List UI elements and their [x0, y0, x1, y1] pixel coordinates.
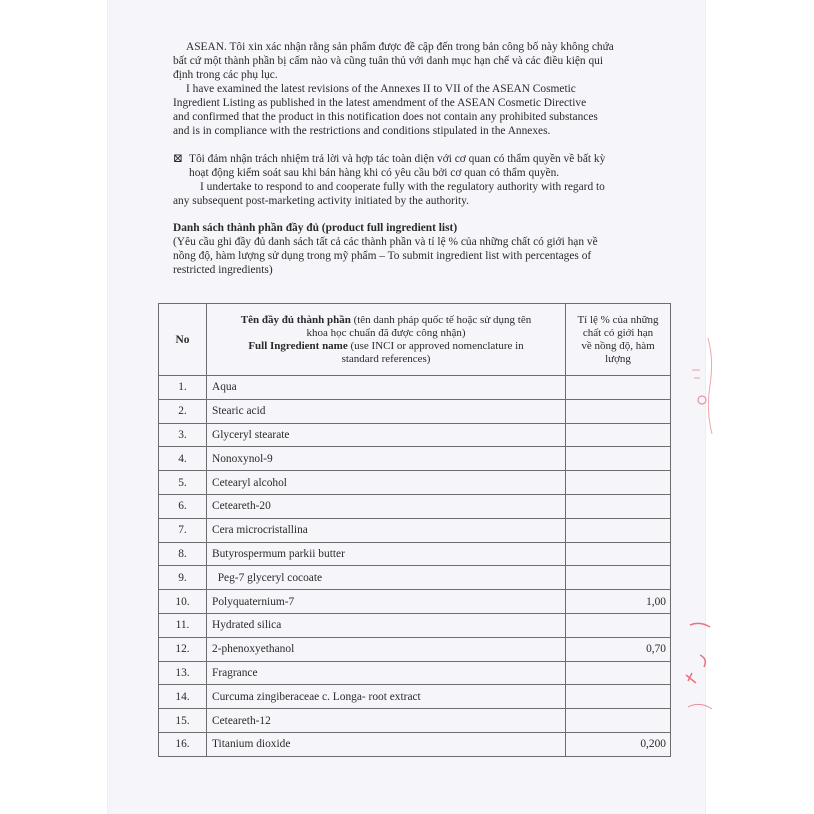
table-row	[159, 732, 671, 756]
row-ingredient-name: Polyquaternium-7	[207, 590, 566, 614]
row-ingredient-name: Aqua	[207, 376, 566, 400]
table-header-row	[159, 304, 671, 376]
para2-en-line-2: any subsequent post-marketing activity initiated by the authority.	[173, 195, 469, 207]
table-row	[159, 494, 671, 518]
table-row	[159, 590, 671, 614]
row-no: 15.	[159, 709, 207, 733]
row-no: 16.	[159, 732, 207, 756]
checkbox-checked-icon: ⊠	[173, 151, 184, 165]
row-no: 6.	[159, 494, 207, 518]
row-percentage: 0,200	[566, 732, 671, 756]
row-ingredient-name: Ceteareth-12	[207, 709, 566, 733]
ingredient-table	[158, 303, 671, 757]
para2-vi-line-1: Tôi đảm nhận trách nhiệm trả lời và hợp tác toàn diện với cơ quan có thẩm quyền về bất kỳ	[189, 153, 606, 165]
header-percentage	[566, 304, 671, 376]
row-no: 10.	[159, 590, 207, 614]
header-name-vi-bold: Tên đầy đủ thành phần	[240, 313, 351, 326]
row-percentage	[566, 685, 671, 709]
table-row	[159, 399, 671, 423]
header-no: No	[159, 304, 207, 376]
row-ingredient-name: Stearic acid	[207, 399, 566, 423]
para1-vi-line-2: bất cứ một thành phần bị cấm nào và cũng tuân thủ với danh mục hạn chế và các điều kiện qui	[173, 55, 604, 67]
row-no: 2.	[159, 399, 207, 423]
table-row	[159, 542, 671, 566]
ingredient-list-note-3: restricted ingredients)	[173, 264, 273, 276]
row-percentage	[566, 494, 671, 518]
row-percentage	[566, 661, 671, 685]
para1-vi-line-1: ASEAN. Tôi xin xác nhận rằng sản phẩm được đề cập đến trong bản công bố này không chứa	[186, 41, 614, 53]
para2-en-line-1: I undertake to respond to and cooperate fully with the regulatory authority with regard to	[200, 181, 605, 193]
stamp-fragment-top-icon	[680, 330, 720, 440]
header-name-en-line2: standard references)	[341, 352, 431, 365]
table-row	[159, 661, 671, 685]
row-ingredient-name: Cetearyl alcohol	[207, 471, 566, 495]
header-pct-line: lượng	[605, 352, 631, 365]
row-ingredient-name: 2-phenoxyethanol	[207, 637, 566, 661]
row-ingredient-name: Curcuma zingiberaceae c. Longa- root extract	[207, 685, 566, 709]
header-full-ingredient-name	[207, 304, 566, 376]
row-percentage: 1,00	[566, 590, 671, 614]
header-name-vi-rest: (tên danh pháp quốc tế hoặc sử dụng tên	[350, 313, 532, 326]
row-no: 14.	[159, 685, 207, 709]
row-percentage	[566, 566, 671, 590]
header-pct-line: chất có giới hạn	[582, 326, 654, 339]
row-no: 7.	[159, 518, 207, 542]
row-percentage	[566, 399, 671, 423]
table-row	[159, 447, 671, 471]
table-row	[159, 423, 671, 447]
row-percentage	[566, 423, 671, 447]
row-percentage	[566, 447, 671, 471]
table-row	[159, 709, 671, 733]
para2-vi-line-2: hoạt động kiểm soát sau khi bán hàng khi có yêu cầu bởi cơ quan có thẩm quyền.	[189, 167, 560, 179]
table-row	[159, 566, 671, 590]
ingredient-list-note-1: (Yêu cầu ghi đầy đủ danh sách tất cả các thành phần và tỉ lệ % của những chất có giới hạn về	[173, 236, 598, 248]
table-row	[159, 613, 671, 637]
row-no: 13.	[159, 661, 207, 685]
para1-en-line-4: and is in compliance with the restrictions and conditions stipulated in the Annexes.	[173, 125, 551, 137]
row-ingredient-name: Titanium dioxide	[207, 732, 566, 756]
row-no: 11.	[159, 613, 207, 637]
row-percentage	[566, 518, 671, 542]
table-row	[159, 376, 671, 400]
row-ingredient-name: Nonoxynol-9	[207, 447, 566, 471]
row-no: 3.	[159, 423, 207, 447]
stamp-fragment-bottom-icon	[680, 615, 720, 725]
para1-en-line-3: and confirmed that the product in this notification does not contain any prohibited substances	[173, 111, 598, 123]
row-percentage	[566, 376, 671, 400]
table-row	[159, 637, 671, 661]
row-ingredient-name: Ceteareth-20	[207, 494, 566, 518]
header-name-en-rest: (use INCI or approved nomenclature in	[347, 339, 524, 352]
row-no: 8.	[159, 542, 207, 566]
header-name-en-bold: Full Ingredient name	[248, 339, 348, 352]
table-row	[159, 471, 671, 495]
row-percentage	[566, 709, 671, 733]
header-pct-line: về nồng độ, hàm	[581, 339, 655, 352]
row-ingredient-name: Butyrospermum parkii butter	[207, 542, 566, 566]
row-percentage	[566, 471, 671, 495]
row-no: 4.	[159, 447, 207, 471]
row-ingredient-name: Peg-7 glyceryl cocoate	[207, 566, 566, 590]
header-name-vi-line2: khoa học chuẩn đã được công nhận)	[306, 326, 466, 339]
row-percentage	[566, 542, 671, 566]
para1-en-line-2: Ingredient Listing as published in the latest amendment of the ASEAN Cosmetic Directive	[173, 97, 587, 109]
row-no: 5.	[159, 471, 207, 495]
row-ingredient-name: Glyceryl stearate	[207, 423, 566, 447]
row-no: 9.	[159, 566, 207, 590]
ingredient-list-title: Danh sách thành phần đầy đủ (product full ingredient list)	[173, 222, 458, 234]
row-percentage: 0,70	[566, 637, 671, 661]
row-ingredient-name: Cera microcristallina	[207, 518, 566, 542]
table-row	[159, 518, 671, 542]
row-ingredient-name: Hydrated silica	[207, 613, 566, 637]
row-ingredient-name: Fragrance	[207, 661, 566, 685]
ingredient-list-note-2: nồng độ, hàm lượng sử dụng trong mỹ phẩm – To submit ingredient list with percentages of	[173, 250, 592, 262]
header-pct-line: Tỉ lệ % của những	[577, 313, 659, 326]
row-percentage	[566, 613, 671, 637]
row-no: 12.	[159, 637, 207, 661]
row-no: 1.	[159, 376, 207, 400]
table-row	[159, 685, 671, 709]
para1-vi-line-3: định trong các phụ lục.	[173, 69, 278, 81]
para1-en-line-1: I have examined the latest revisions of the Annexes II to VII of the ASEAN Cosmetic	[186, 83, 576, 95]
